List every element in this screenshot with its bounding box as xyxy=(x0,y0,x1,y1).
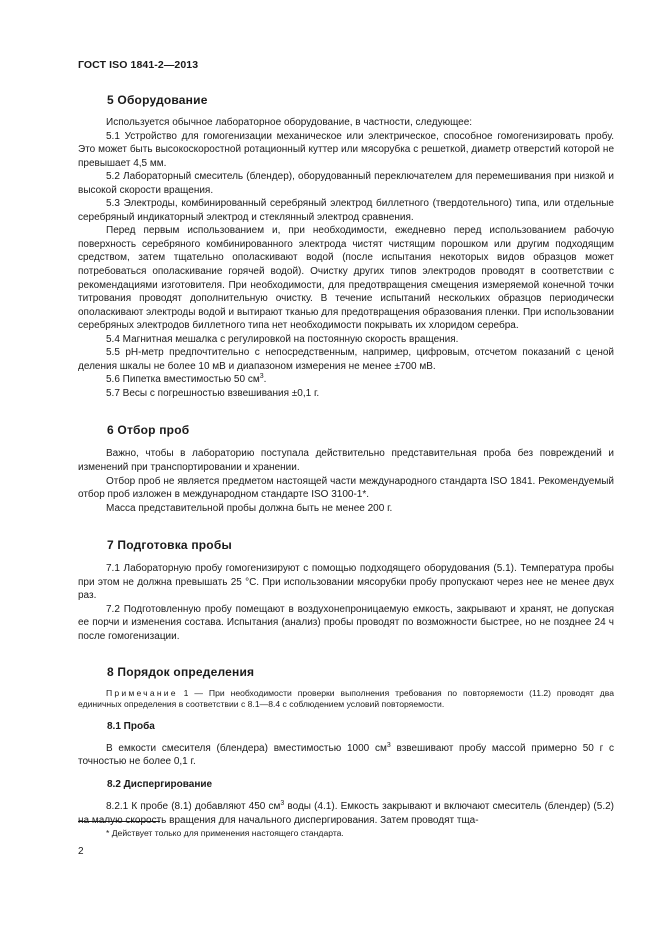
document-body xyxy=(78,92,614,827)
paragraph: Используется обычное лабораторное оборудование, в частности, следующее: xyxy=(106,117,473,128)
clause-5-4: 5.4 Магнитная мешалка с регулировкой на постоянную скорость вращения. xyxy=(106,333,459,345)
clause-8-1 xyxy=(78,742,614,769)
clause-5-3: 5.3 Электроды, комбинированный серебряный электрод биллетного (твердотельного) типа, или отдельные серебряный индикаторный электрод и стеклянный электрод сравнения. xyxy=(78,198,614,223)
clause-text: 8.2.1 К пробе (8.1) добавляют 450 см xyxy=(106,801,281,812)
superscript: 3 xyxy=(386,741,391,749)
clause-8-2-1 xyxy=(78,800,614,827)
section-heading-sample-preparation: 7 Подготовка пробы xyxy=(107,538,232,553)
section-heading-sampling: 6 Отбор проб xyxy=(107,423,190,438)
clause-5-2: 5.2 Лабораторный смеситель (блендер), оборудованный переключателем для перемешивания при низкой и высокой скорости вращения. xyxy=(78,171,614,196)
note-label: Примечание xyxy=(106,687,178,698)
footnote: * Действует только для применения настоящего стандарта. xyxy=(106,828,344,838)
page-number: 2 xyxy=(78,846,84,857)
clause-5-1: 5.1 Устройство для гомогенизации механическое или электрическое, способное гомогенизировать пробу. Это может быть высокоскоростной ротационный куттер или мясорубка с решеткой, диаметр отверстий которой не превышает 4,5 мм. xyxy=(78,130,614,169)
clause-text-end: . xyxy=(263,374,267,386)
clause-text: В емкости смесителя (блендера) вместимостью 1000 см xyxy=(106,742,387,754)
paragraph: Масса представительной пробы должна быть не менее 200 г. xyxy=(106,502,393,514)
section-heading-procedure: 8 Порядок определения xyxy=(107,664,255,679)
footnote-divider xyxy=(78,821,160,822)
note-text: 1 — При необходимости проверки выполнения требования по повторяемости (11.2) проводят два единичных определения в соответствии с 8.1—8.4 с соблюдением условий повторяемости. xyxy=(78,687,614,710)
paragraph: Перед первым использованием и, при необходимости, ежедневно перед использованием рабочую поверхность серебряного комбинированного электрода чистят чистящим порошком или другим подходящим средством, затем тщательно ополаскивают водой (после испытания некоторых видов образцов может потребоваться ополаскивание горячей водой). Очистку других типов электродов проводят в соответствии с рекомендациями изготовителя. При необходимости, для предотвращения смещения измеряемой конечной точки титрования проводят дополнительную очистку. В течение испытаний нескольких образцов периодически ополаскивают электроды водой и вытирают тканью для предотвращения образования пленки. При использовании серебряных электродов биллетного типа нет необходимости покрывать их хлоридом серебра. xyxy=(78,225,614,332)
clause-7-2: 7.2 Подготовленную пробу помещают в воздухонепроницаемую емкость, закрывают и хранят, не допуская ее порчи и изменения состава. Испытания (анализ) пробы проводят по возможности быстрее, но не позднее 24 ч после гомогенизации. xyxy=(78,603,614,642)
clause-text-end: воды (4.1). Емкость закрывают и включают смеситель (блендер) (5.2) на малую скорость вращения для начального диспергирования. Затем проводят тща- xyxy=(78,801,614,826)
paragraph: Отбор проб не является предметом настоящей части международного стандарта ISO 1841. Рекомендуемый отбор проб изложен в международном стандарте ISO 3100-1*. xyxy=(78,475,614,501)
clause-5-7: 5.7 Весы с погрешностью взвешивания ±0,1 г. xyxy=(106,387,320,399)
clause-5-5: 5.5 pH-метр предпочтительно с непосредственным, например, цифровым, отсчетом показаний с ценой деления шкалы не более 10 мВ и диапазоном измерения не менее ±700 мВ. xyxy=(78,347,614,372)
subsection-heading-sample: 8.1 Проба xyxy=(107,720,155,732)
clause-5-6 xyxy=(78,373,614,387)
clause-text-end: взвешивают пробу массой примерно 50 г с точностью не более 0,1 г. xyxy=(78,742,614,768)
superscript: 3 xyxy=(259,373,264,381)
clause-text: 5.6 Пипетка вместимостью 50 см xyxy=(106,374,260,386)
note xyxy=(78,688,614,711)
subsection-heading-dispersion: 8.2 Диспергирование xyxy=(107,779,213,790)
paragraph: Важно, чтобы в лабораторию поступала действительно представительная проба без повреждений и изменений при транспортировании и хранении. xyxy=(78,448,614,474)
section-heading-equipment: 5 Оборудование xyxy=(107,93,208,107)
standard-header: ГОСТ ISO 1841-2—2013 xyxy=(78,59,199,71)
superscript: 3 xyxy=(280,800,285,807)
clause-7-1: 7.1 Лабораторную пробу гомогенизируют с помощью подходящего оборудования (5.1). Температура пробы при этом не должна превышать 25 °С. При использовании мясорубки пробу пропускают через нее не менее двух раз. xyxy=(78,563,614,602)
